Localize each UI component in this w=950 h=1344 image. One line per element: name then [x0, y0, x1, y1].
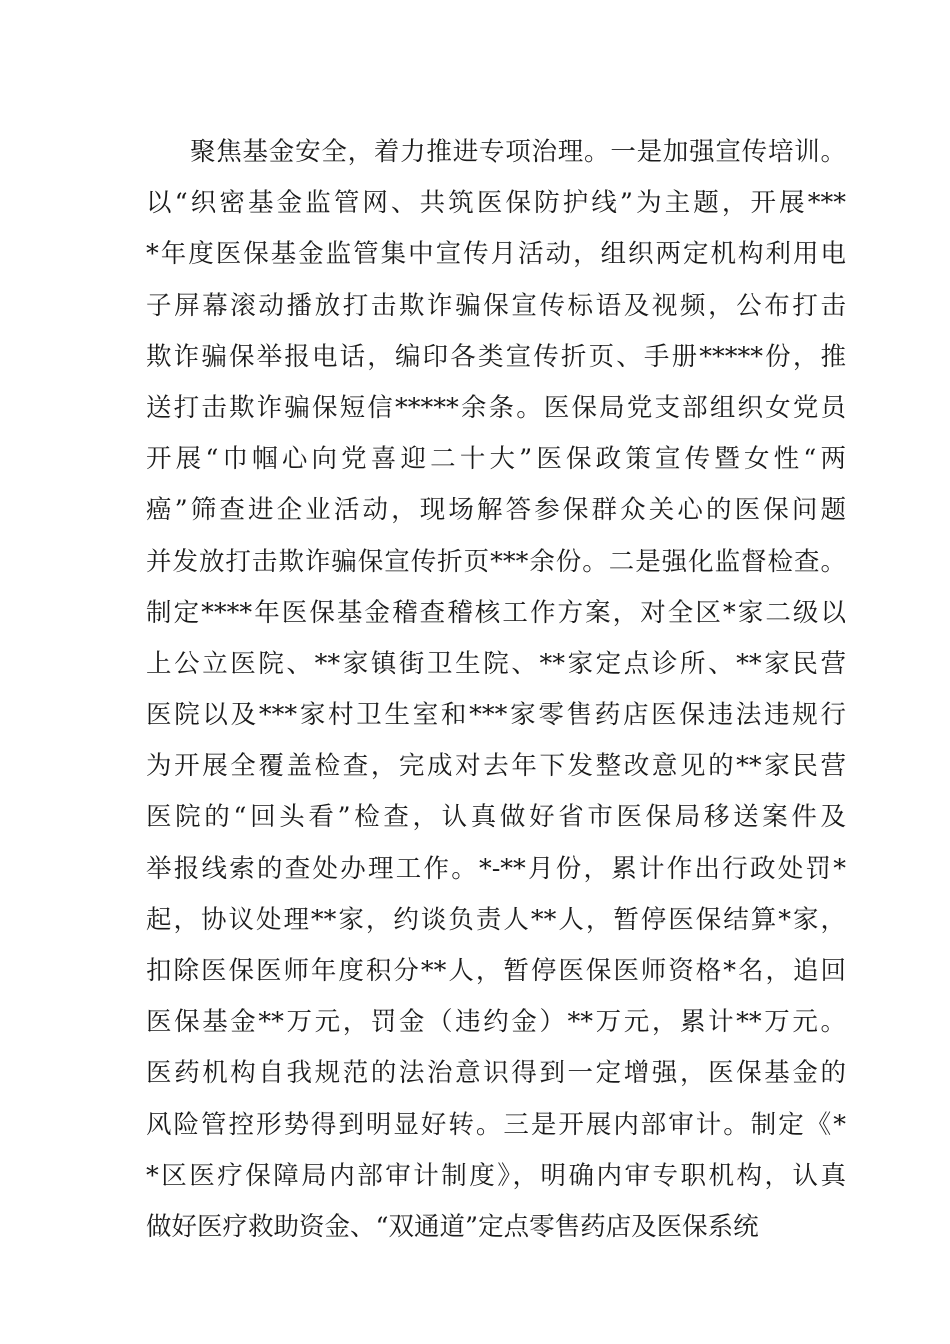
text-line: 送打击欺诈骗保短信*****余条。医保局党支部组织女党员 — [146, 392, 846, 423]
text-line: 开展“巾帼心向党喜迎二十大”医保政策宣传暨女性“两 — [146, 444, 846, 475]
paragraph — [146, 127, 846, 1253]
text-line: 子屏幕滚动播放打击欺诈骗保宣传标语及视频，公布打击 — [146, 290, 846, 321]
text-line: 起，协议处理**家，约谈负责人**人，暂停医保结算*家， — [146, 904, 846, 935]
text-line: 医药机构自我规范的法治意识得到一定增强，医保基金的 — [146, 1058, 846, 1089]
text-line: 聚焦基金安全，着力推进专项治理。一是加强宣传培训。 — [190, 137, 846, 167]
text-line: 为开展全覆盖检查，完成对去年下发整改意见的**家民营 — [146, 751, 846, 782]
text-line: 医保基金**万元，罚金（违约金）**万元，累计**万元。 — [146, 1007, 846, 1038]
text-line: 举报线索的查处办理工作。*-**月份，累计作出行政处罚* — [146, 853, 846, 884]
text-line: 欺诈骗保举报电话，编印各类宣传折页、手册*****份，推 — [146, 341, 846, 372]
text-line: 医院的“回头看”检查，认真做好省市医保局移送案件及 — [146, 802, 846, 833]
text-line: 做好医疗救助资金、“双通道”定点零售药店及医保系统 — [146, 1211, 759, 1242]
text-line: 以“织密基金监管网、共筑医保防护线”为主题，开展*** — [146, 188, 846, 219]
text-line: 扣除医保医师年度积分**人，暂停医保医师资格*名，追回 — [146, 956, 846, 986]
text-line: 并发放打击欺诈骗保宣传折页***余份。二是强化监督检查。 — [146, 546, 846, 577]
text-line: 制定****年医保基金稽查稽核工作方案，对全区*家二级以 — [146, 597, 846, 628]
text-line: 医院以及***家村卫生室和***家零售药店医保违法违规行 — [146, 700, 846, 731]
text-line: *年度医保基金监管集中宣传月活动，组织两定机构利用电 — [146, 239, 846, 270]
text-line: 癌”筛查进企业活动，现场解答参保群众关心的医保问题 — [146, 495, 846, 526]
text-line: 风险管控形势得到明显好转。三是开展内部审计。制定《* — [146, 1109, 846, 1140]
text-line: 上公立医院、**家镇街卫生院、**家定点诊所、**家民营 — [146, 648, 846, 679]
text-line: *区医疗保障局内部审计制度》，明确内审专职机构，认真 — [146, 1160, 846, 1191]
